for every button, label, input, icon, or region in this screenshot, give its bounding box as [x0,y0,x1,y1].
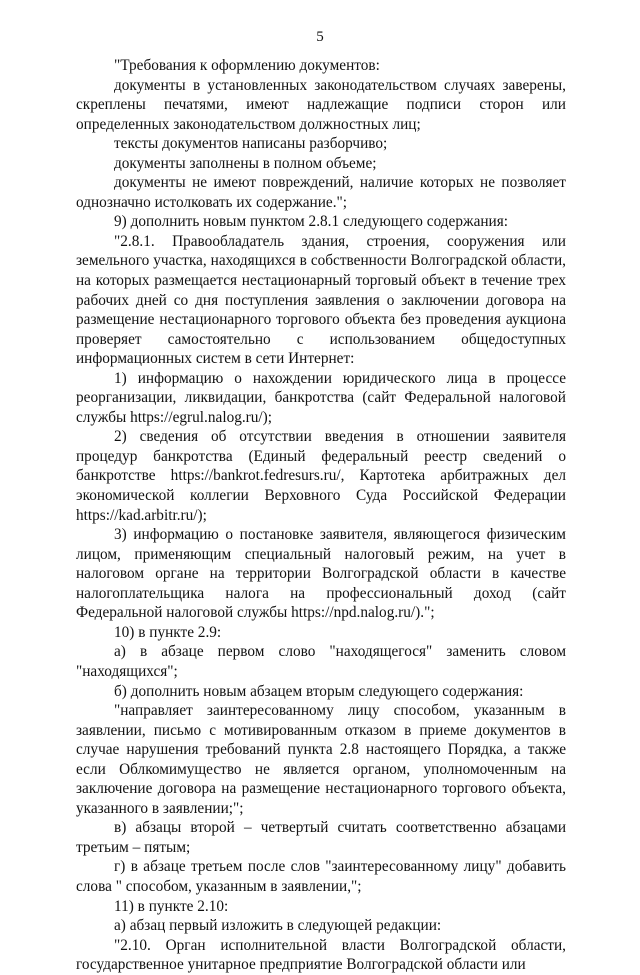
paragraph: документы не имеют повреждений, наличие которых не позволяет однозначно истолковать их содержание."; [76,174,566,211]
page-number: 5 [316,29,324,45]
paragraph: тексты документов написаны разборчиво; [114,135,388,153]
paragraph: 2) сведения об отсутствии введения в отношении заявителя процедур банкротства (Единый федеральный реестр сведений о банкротстве https://bankrot.fedresurs.ru/, Картотека арбитражных дел экономической коллегии Верховного Суда Российской Федерации https://kad.arbitr.ru/); [76,428,566,524]
paragraph: "2.10. Орган исполнительной власти Волгоградской области, государственное унитарное предприятие Волгоградской области или [76,936,566,974]
paragraph: 10) в пункте 2.9: [114,623,222,641]
paragraph: б) дополнить новым абзацем вторым следующего содержания: [114,682,524,700]
paragraph: а) абзац первый изложить в следующей редакции: [114,917,442,935]
paragraph: 9) дополнить новым пунктом 2.8.1 следующего содержания: [114,213,509,231]
paragraph: в) абзацы второй – четвертый считать соответственно абзацами третьим – пятым; [76,819,566,856]
paragraph: а) в абзаце первом слово "находящегося" заменить словом "находящихся"; [76,643,566,680]
paragraph: документы заполнены в полном объеме; [114,154,377,172]
paragraph: документы в установленных законодательством случаях заверены, скреплены печатями, имеют надлежащие подписи сторон или определенных законодательством должностных лиц; [76,76,566,133]
paragraph: г) в абзаце третьем после слов "заинтересованному лицу" добавить слова " способом, указанным в заявлении,"; [76,858,566,895]
paragraph: "Требования к оформлению документов: [114,57,380,74]
document-body [76,56,566,975]
paragraph: 1) информацию о нахождении юридического лица в процессе реорганизации, ликвидации, банкротства (сайт Федеральной налоговой службы https://egrul.nalog.ru/); [76,369,566,426]
paragraph: 3) информацию о постановке заявителя, являющегося физическим лицом, применяющим специальный налоговый режим, на учет в налоговом органе на территории Волгоградской области в качестве налогоплательщика налога на профессиональный доход (сайт Федеральной налоговой службы https://npd.nalog.ru/)."; [76,526,566,622]
paragraph: "2.8.1. Правообладатель здания, строения, сооружения или земельного участка, находящихся в собственности Волгоградской области, на которых размещается нестационарный торговый объект в течение трех рабочих дней со дня поступления заявления о заключении договора на размещение нестационарного торгового объекта без проведения аукциона проверяет самостоятельно с использованием общедоступных информационных систем в сети Интернет: [76,232,566,368]
paragraph: 11) в пункте 2.10: [114,897,229,915]
paragraph: "направляет заинтересованному лицу способом, указанным в заявлении, письмо с мотивированным отказом в приеме документов в случае нарушения требований пункта 2.8 настоящего Порядка, а также если Облкомимущество не является органом, уполномоченным на заключение договора на размещение нестационарного торгового объекта, указанного в заявлении;"; [76,702,566,817]
